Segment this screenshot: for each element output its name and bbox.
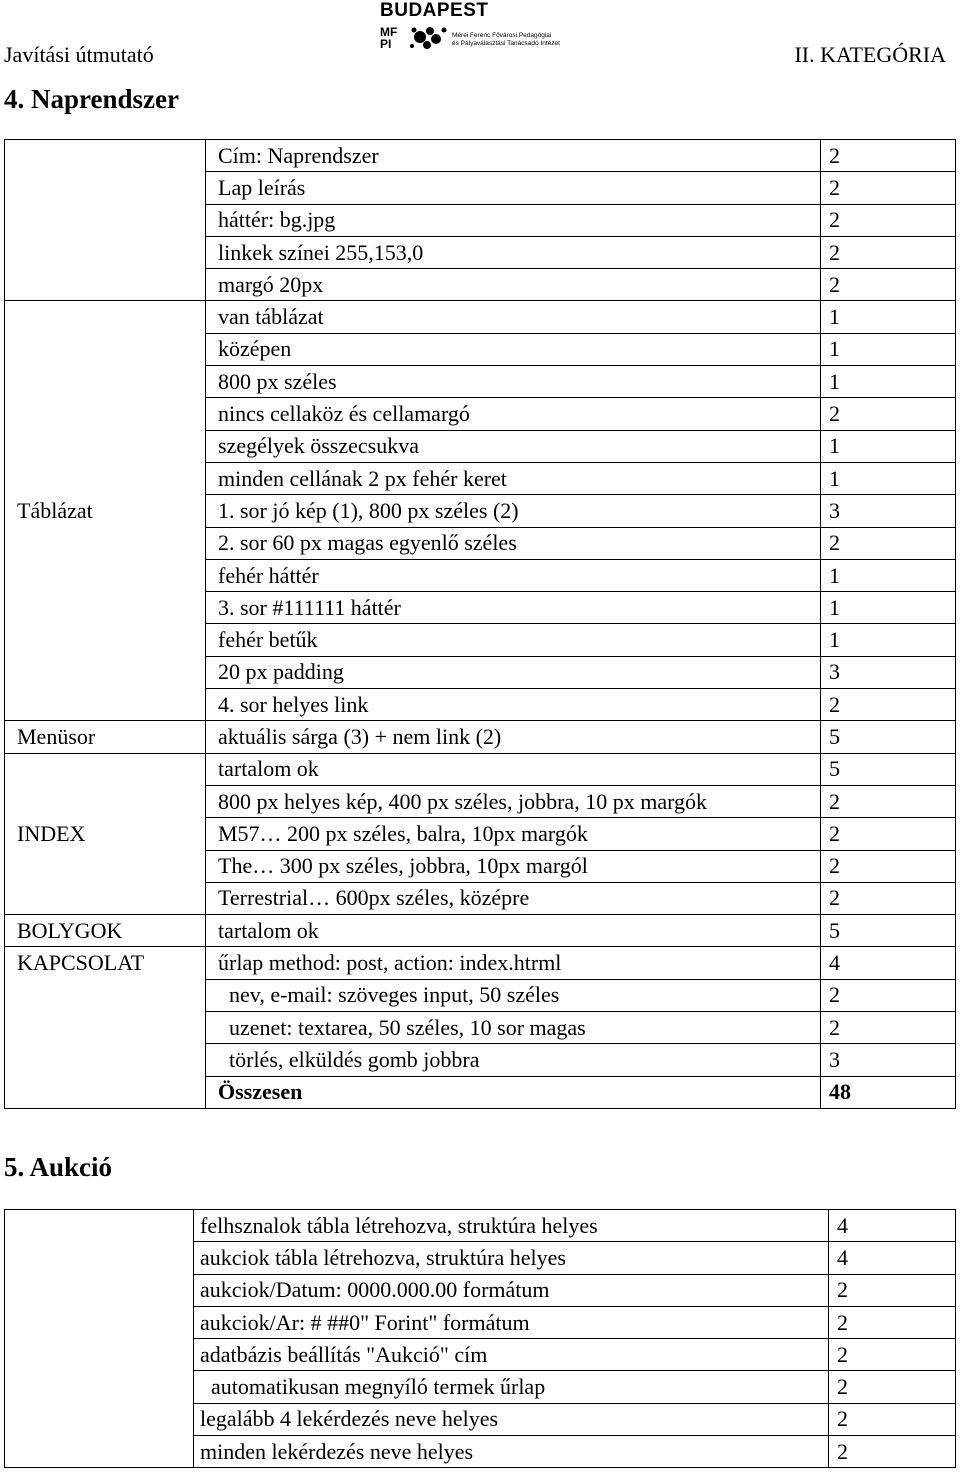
table-row (5, 721, 956, 753)
points-cell: 5 (821, 721, 956, 753)
item-cell: The… 300 px széles, jobbra, 10px margól (206, 850, 821, 882)
points-cell: 2 (821, 850, 956, 882)
points-cell: 2 (821, 689, 956, 721)
item-cell: margó 20px (206, 269, 821, 301)
item-cell: 3. sor #111111 háttér (206, 592, 821, 624)
table-row-total (5, 1076, 956, 1108)
points-cell: 2 (821, 1012, 956, 1044)
item-cell: aktuális sárga (3) + nem link (2) (206, 721, 821, 753)
table-row (5, 947, 956, 979)
points-cell: 2 (829, 1274, 956, 1306)
table-row (5, 1403, 956, 1435)
item-cell: minden cellának 2 px fehér keret (206, 462, 821, 494)
item-cell: uzenet: textarea, 50 széles, 10 sor magas (206, 1012, 821, 1044)
item-cell: fehér háttér (206, 559, 821, 591)
points-cell: 2 (821, 172, 956, 204)
item-cell: 2. sor 60 px magas egyenlő széles (206, 527, 821, 559)
table-row (5, 301, 956, 333)
item-cell: adatbázis beállítás "Aukció" cím (194, 1339, 829, 1371)
table-row (5, 1012, 956, 1044)
points-cell: 1 (821, 462, 956, 494)
points-cell: 2 (821, 140, 956, 172)
table-row (5, 818, 956, 850)
points-cell: 1 (821, 430, 956, 462)
category-label-kapcsolat: KAPCSOLAT (5, 947, 206, 979)
points-cell: 4 (821, 947, 956, 979)
item-cell: felhsznalok tábla létrehozva, struktúra helyes (194, 1210, 829, 1242)
logo-institute-name: Mérei Ferenc Fővárosi Pedagógiai és Pályaválasztási Tanácsadó Intézet (452, 32, 560, 47)
table-row (5, 689, 956, 721)
section-title-aukcio: 5. Aukció (4, 1152, 113, 1182)
category-cell-empty (5, 140, 206, 172)
item-cell: M57… 200 px széles, balra, 10px margók (206, 818, 821, 850)
points-cell: 3 (821, 495, 956, 527)
item-cell: 4. sor helyes link (206, 689, 821, 721)
item-cell: aukciok/Datum: 0000.000.00 formátum (194, 1274, 829, 1306)
item-cell: 800 px széles (206, 366, 821, 398)
points-cell: 2 (821, 269, 956, 301)
table-row (5, 1242, 956, 1274)
table-row (5, 753, 956, 785)
points-cell: 1 (821, 333, 956, 365)
header-left-text: Javítási útmutató (4, 42, 154, 67)
points-cell: 2 (821, 236, 956, 268)
item-cell: Cím: Naprendszer (206, 140, 821, 172)
points-cell: 1 (821, 592, 956, 624)
item-cell: minden lekérdezés neve helyes (194, 1436, 829, 1468)
category-label-tablazat: Táblázat (5, 495, 206, 527)
points-cell: 2 (829, 1306, 956, 1338)
points-cell: 2 (821, 785, 956, 817)
table-row (5, 624, 956, 656)
table-row (5, 592, 956, 624)
category-label-index: INDEX (5, 818, 206, 850)
item-cell: aukciok/Ar: # ##0" Forint" formátum (194, 1306, 829, 1338)
item-cell: linkek színei 255,153,0 (206, 236, 821, 268)
table-row (5, 1339, 956, 1371)
table-row (5, 882, 956, 914)
item-cell: legalább 4 lekérdezés neve helyes (194, 1403, 829, 1435)
table-row (5, 172, 956, 204)
points-cell: 5 (821, 915, 956, 947)
logo-flower-icon (406, 22, 452, 52)
points-cell: 2 (829, 1371, 956, 1403)
points-cell: 1 (821, 559, 956, 591)
item-cell: 800 px helyes kép, 400 px széles, jobbra, 10 px margók (206, 785, 821, 817)
table-row (5, 140, 956, 172)
item-cell: Terrestrial… 600px széles, középre (206, 882, 821, 914)
table-row (5, 656, 956, 688)
grading-table-naprendszer (4, 139, 956, 1109)
item-cell: 1. sor jó kép (1), 800 px széles (2) (206, 495, 821, 527)
budapest-logo (380, 0, 580, 58)
item-cell: űrlap method: post, action: index.htrml (206, 947, 821, 979)
points-cell: 1 (821, 366, 956, 398)
table-row (5, 204, 956, 236)
header-right-text: II. KATEGÓRIA (794, 42, 946, 67)
table-row (5, 915, 956, 947)
table-row (5, 366, 956, 398)
item-cell: aukciok tábla létrehozva, struktúra helyes (194, 1242, 829, 1274)
points-cell: 2 (821, 398, 956, 430)
table-row (5, 462, 956, 494)
item-cell: Lap leírás (206, 172, 821, 204)
table-row (5, 979, 956, 1011)
item-cell: automatikusan megnyíló termek űrlap (194, 1371, 829, 1403)
total-label: Összesen (206, 1076, 821, 1108)
table-row (5, 1210, 956, 1242)
points-cell: 1 (821, 624, 956, 656)
table-row (5, 850, 956, 882)
points-cell: 3 (821, 656, 956, 688)
logo-mfpi: MF PI (380, 25, 398, 51)
item-cell: középen (206, 333, 821, 365)
category-label-bolygok: BOLYGOK (5, 915, 206, 947)
logo-title: BUDAPEST (380, 0, 489, 21)
item-cell: tartalom ok (206, 915, 821, 947)
item-cell: tartalom ok (206, 753, 821, 785)
item-cell: háttér: bg.jpg (206, 204, 821, 236)
points-cell: 4 (829, 1242, 956, 1274)
item-cell: 20 px padding (206, 656, 821, 688)
table-row (5, 333, 956, 365)
table-row (5, 1436, 956, 1468)
points-cell: 1 (821, 301, 956, 333)
item-cell: nincs cellaköz és cellamargó (206, 398, 821, 430)
item-cell: törlés, elküldés gomb jobbra (206, 1044, 821, 1076)
table-row (5, 527, 956, 559)
table-row (5, 236, 956, 268)
item-cell: szegélyek összecsukva (206, 430, 821, 462)
points-cell: 5 (821, 753, 956, 785)
table-row (5, 559, 956, 591)
grading-table-aukcio (4, 1209, 956, 1468)
total-points: 48 (821, 1076, 956, 1108)
points-cell: 2 (829, 1436, 956, 1468)
table-row (5, 1274, 956, 1306)
table-row (5, 398, 956, 430)
points-cell: 2 (829, 1403, 956, 1435)
points-cell: 2 (821, 818, 956, 850)
category-label-menusor: Menüsor (5, 721, 206, 753)
points-cell: 2 (821, 979, 956, 1011)
table-row (5, 785, 956, 817)
points-cell: 2 (821, 882, 956, 914)
table-row (5, 1306, 956, 1338)
points-cell: 2 (821, 204, 956, 236)
table-row (5, 495, 956, 527)
section-title-naprendszer: 4. Naprendszer (4, 84, 179, 114)
points-cell: 3 (821, 1044, 956, 1076)
points-cell: 4 (829, 1210, 956, 1242)
item-cell: van táblázat (206, 301, 821, 333)
points-cell: 2 (821, 527, 956, 559)
table-row (5, 269, 956, 301)
item-cell: nev, e-mail: szöveges input, 50 széles (206, 979, 821, 1011)
points-cell: 2 (829, 1339, 956, 1371)
table-row (5, 1044, 956, 1076)
item-cell: fehér betűk (206, 624, 821, 656)
table-row (5, 1371, 956, 1403)
table-row (5, 430, 956, 462)
